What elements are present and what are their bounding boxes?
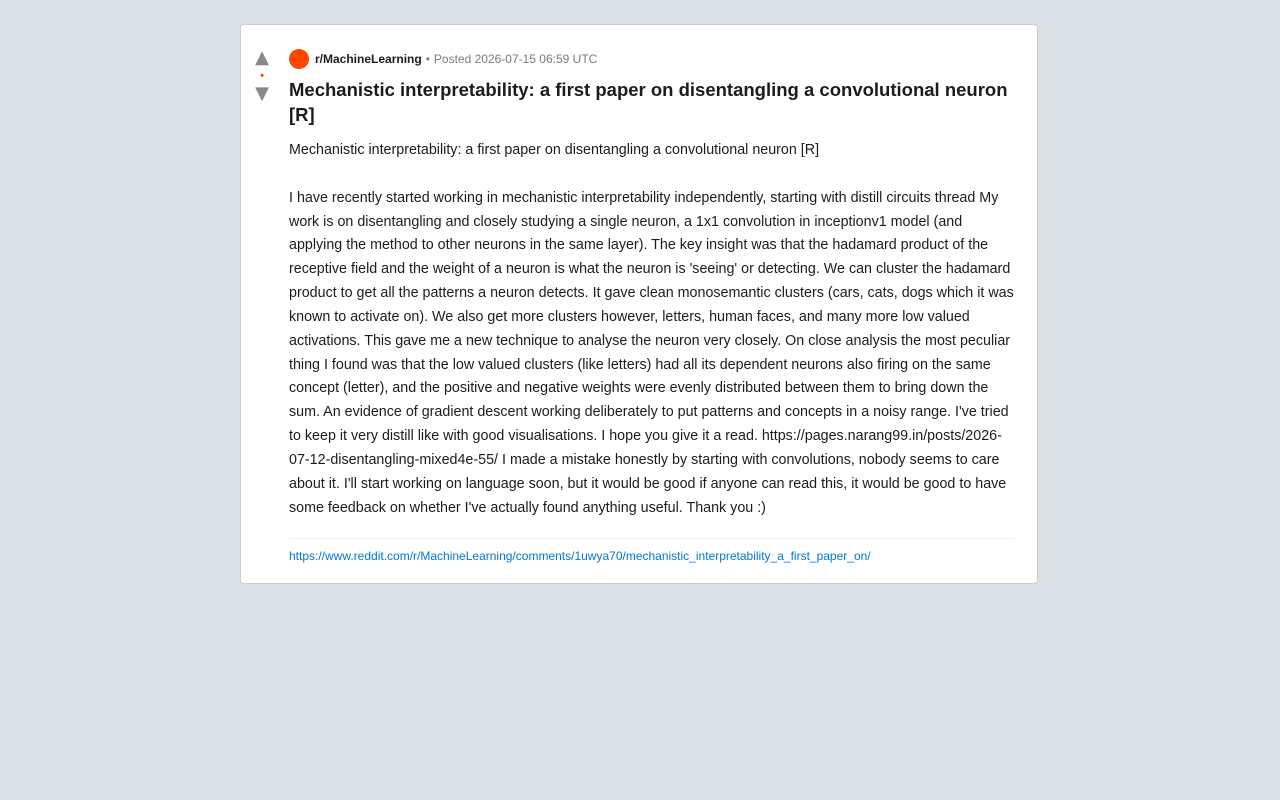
permalink[interactable]: https://www.reddit.com/r/MachineLearning/comments/1uwya70/mechanistic_interpretability_a_first_paper_on/ — [289, 548, 871, 563]
vote-column — [249, 49, 275, 103]
meta-separator: • — [425, 52, 430, 66]
subreddit-link[interactable]: r/MachineLearning — [315, 52, 422, 66]
downvote-icon[interactable]: ▼ — [255, 83, 269, 104]
post-meta — [289, 49, 1015, 69]
posted-timestamp: Posted 2026-07-15 06:59 UTC — [433, 52, 598, 66]
post-footer — [289, 538, 1015, 564]
post-body — [289, 139, 1015, 521]
post-content — [289, 49, 1015, 564]
post-card — [240, 24, 1038, 584]
body-paragraph: I have recently started working in mechanistic interpretability independently, starting with distill circuits thread My work is on disentangling and closely studying a single neuron, a 1x1 convolution in inceptionv1 model (and applying the method to other neurons in the same layer). The key insight was that the hadamard product of the receptive field and the weight of a neuron is what the neuron is 'seeing' or detecting. We can cluster the hadamard product to get all the patterns a neuron detects. It gave clean monosemantic clusters (cars, cats, dogs which it was known to activate on). We also get more clusters however, letters, human faces, and many more low valued activations. This gave me a new technique to analyse the neuron very closely. On close analysis the most peculiar thing I found was that the low valued clusters (like letters) had all its dependent neurons also firing on the same concept (letter), and the positive and negative weights were evenly distributed between them to bring down the sum. An evidence of gradient descent working deliberately to put patterns and concepts in a noisy range. I've tried to keep it very distill like with good visualisations. I hope you give it a read. https://pages.narang99.in/posts/2026-07-12-disentangling-mixed4e-55/ I made a mistake honestly by starting with convolutions, nobody seems to care about it. I'll start working on language soon, but it would be good if anyone can read this, it would be good to have some feedback on whether I've actually found anything useful. Thank you :) — [289, 189, 1014, 516]
subreddit-icon[interactable] — [289, 49, 309, 69]
post-title[interactable]: Mechanistic interpretability: a first paper on disentangling a convolutional neuron [R] — [289, 79, 1008, 125]
body-paragraph: Mechanistic interpretability: a first paper on disentangling a convolutional neuron [R] — [289, 142, 820, 158]
vote-score: • — [260, 70, 264, 82]
upvote-icon[interactable]: ▲ — [255, 47, 269, 68]
